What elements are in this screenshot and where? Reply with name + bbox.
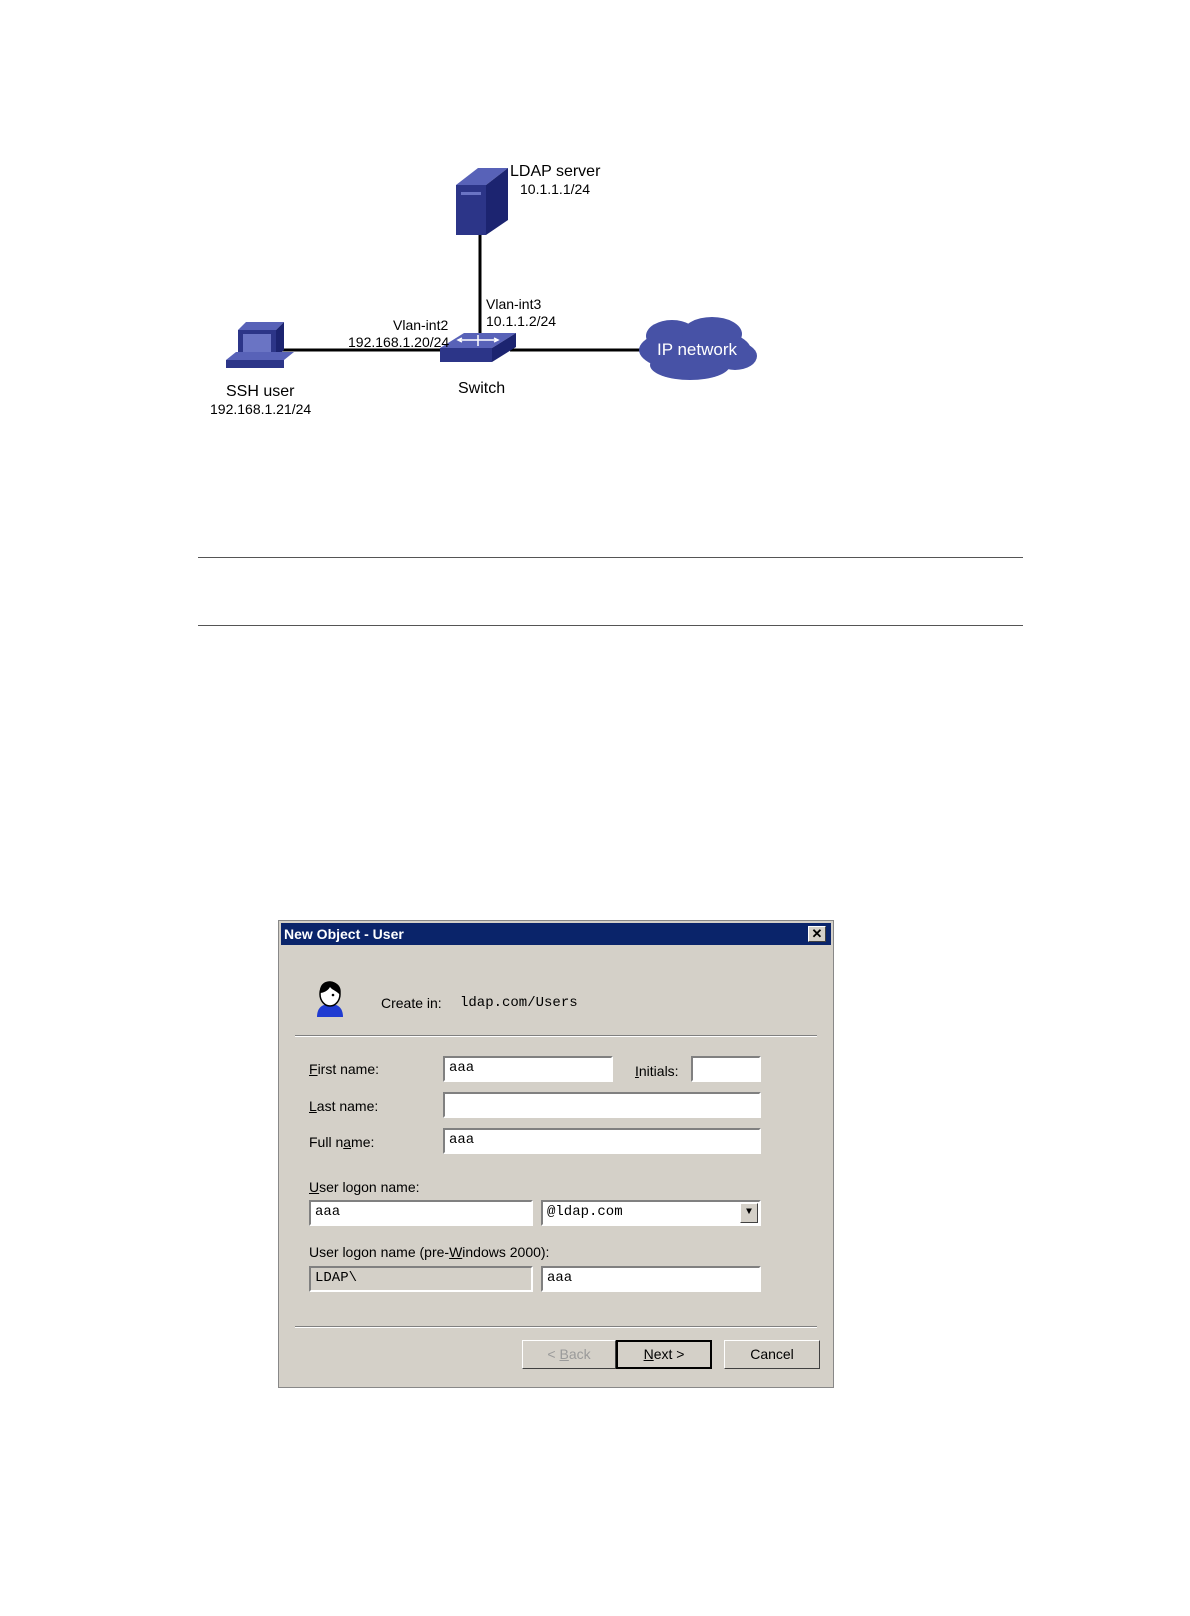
switch-name: Switch	[458, 380, 506, 397]
chevron-down-icon[interactable]: ▼	[740, 1203, 758, 1223]
last-name-label: Last name:	[309, 1098, 379, 1114]
ldap-server-name: LDAP server	[510, 163, 601, 180]
create-in-value: ldap.com/Users	[460, 995, 578, 1011]
logon-pre2000-label: User logon name (pre-Windows 2000):	[309, 1244, 550, 1260]
logon-domain-value: @ldap.com	[547, 1204, 623, 1220]
divider-bottom	[198, 625, 1023, 626]
vlan-int2-ip: 192.168.1.20/24	[348, 334, 450, 350]
dialog-title: New Object - User	[284, 926, 404, 942]
full-name-label: Full name:	[309, 1134, 375, 1150]
first-name-label: First name:	[309, 1061, 380, 1077]
cancel-button[interactable]: Cancel	[724, 1340, 820, 1369]
separator-top	[295, 1035, 817, 1037]
logon-pre2000-domain: LDAP\	[309, 1266, 533, 1292]
initials-input[interactable]	[691, 1056, 761, 1082]
cloud-label: IP network	[657, 340, 738, 359]
logon-pre2000-input[interactable]: aaa	[541, 1266, 761, 1292]
new-object-user-dialog	[278, 920, 834, 1388]
logon-domain-select[interactable]	[541, 1200, 761, 1226]
divider-top	[198, 557, 1023, 558]
next-button[interactable]: Next >	[616, 1340, 712, 1369]
switch-icon	[440, 333, 516, 362]
initials-label: Initials:	[635, 1063, 679, 1079]
ssh-user-ip: 192.168.1.21/24	[210, 401, 312, 417]
user-icon	[313, 979, 347, 1019]
vlan-int2-name: Vlan-int2	[393, 317, 449, 333]
create-in-label: Create in:	[381, 995, 442, 1011]
dialog-titlebar[interactable]	[281, 923, 831, 945]
full-name-input[interactable]: aaa	[443, 1128, 761, 1154]
vlan-int3-ip: 10.1.1.2/24	[486, 313, 557, 329]
ssh-user-name: SSH user	[226, 383, 295, 400]
server-icon	[456, 168, 508, 235]
close-button[interactable]: ✕	[808, 926, 826, 942]
ldap-server-ip: 10.1.1.1/24	[520, 181, 591, 197]
logon-name-input[interactable]: aaa	[309, 1200, 533, 1226]
separator-bottom	[295, 1326, 817, 1328]
logon-name-label: User logon name:	[309, 1179, 420, 1195]
back-button[interactable]: < Back	[522, 1340, 616, 1369]
computer-icon	[226, 322, 294, 368]
first-name-input[interactable]: aaa	[443, 1056, 613, 1082]
vlan-int3-name: Vlan-int3	[486, 296, 542, 312]
last-name-input[interactable]	[443, 1092, 761, 1118]
network-diagram	[190, 150, 790, 440]
